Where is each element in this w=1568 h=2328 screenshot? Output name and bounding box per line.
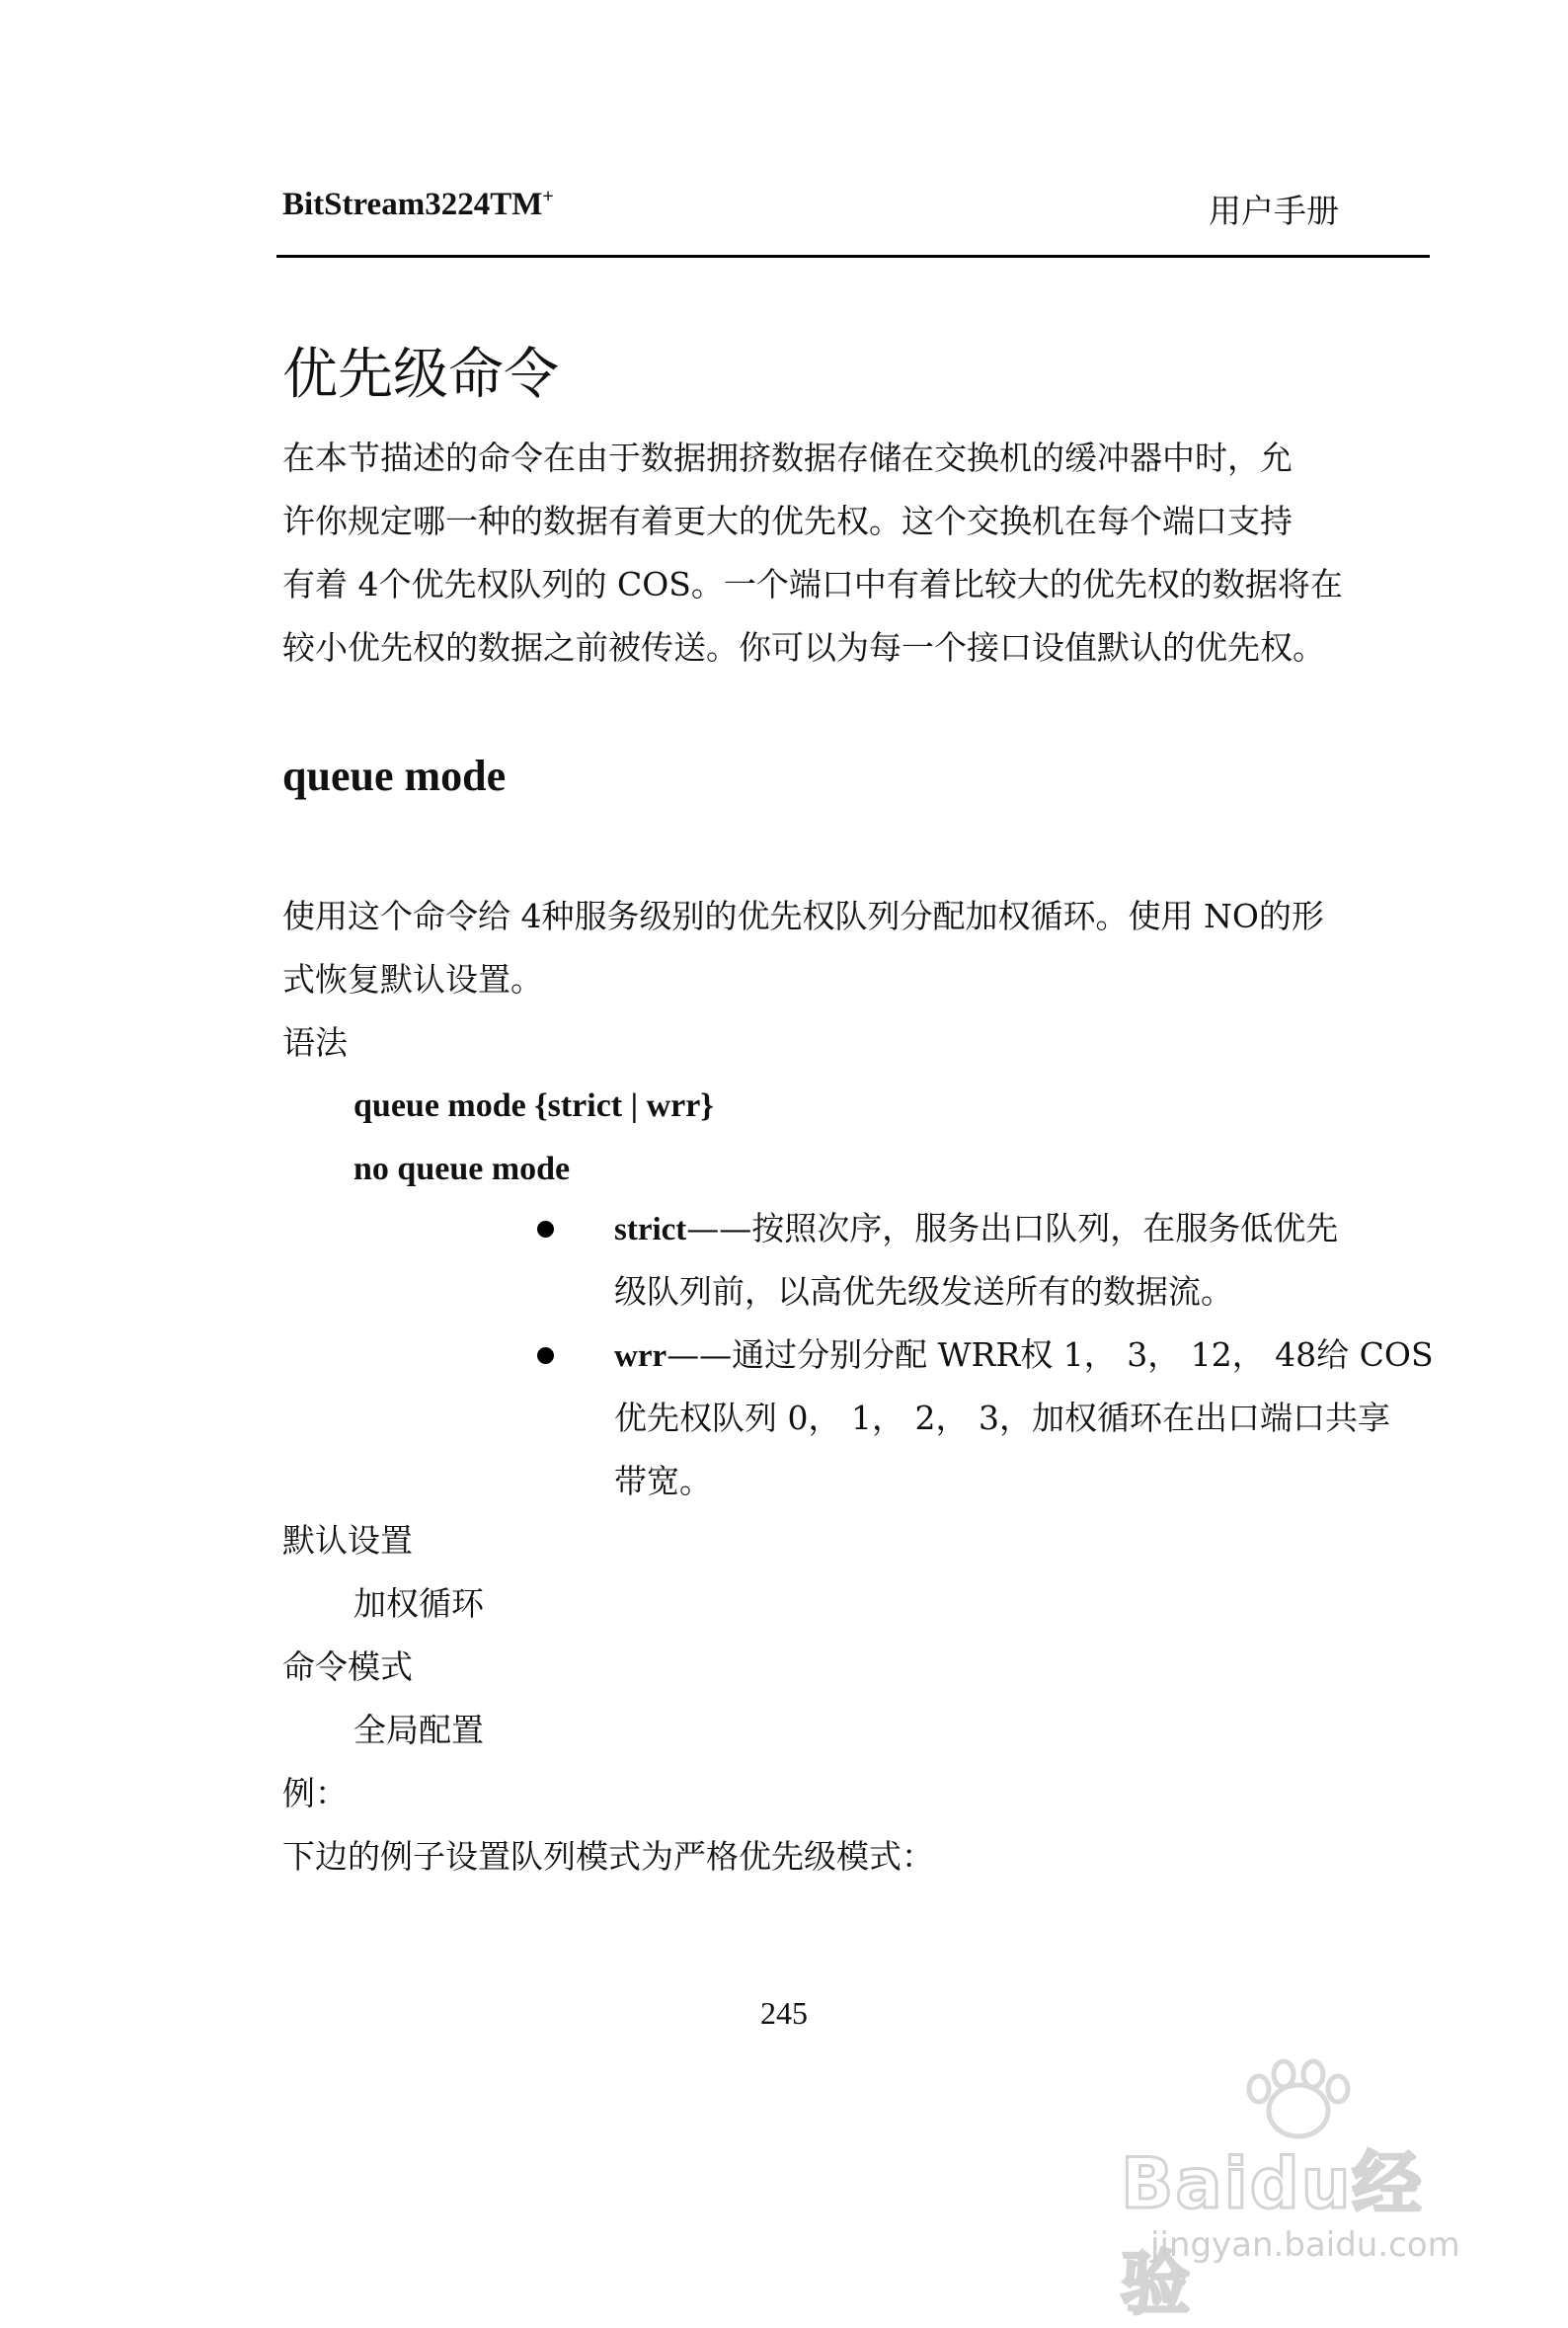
- intro-line: 较小优先权的数据之前被传送。你可以为每一个接口设值默认的优先权。: [282, 628, 1325, 667]
- bullet-dot: [537, 1347, 554, 1364]
- intro-line: 许你规定哪一种的数据有着更大的优先权。这个交换机在每个端口支持: [282, 502, 1293, 540]
- intro-paragraph: [282, 427, 1418, 680]
- baidu-watermark: [1111, 2049, 1486, 2324]
- bullet-text: 优先权队列 0， 1， 2， 3，加权循环在出口端口共享: [614, 1399, 1390, 1437]
- intro-line: 在本节描述的命令在由于数据拥挤数据存储在交换机的缓冲器中时，允: [282, 439, 1293, 477]
- syntax-label: 语法: [282, 1023, 348, 1062]
- header-product-sup: +: [542, 186, 554, 207]
- bullet-text: ——按照次序，服务出口队列，在服务低优先: [686, 1209, 1339, 1247]
- syntax-line-2: no queue mode: [353, 1151, 571, 1187]
- intro-line: 有着 4个优先权队列的 COS。一个端口中有着比较大的优先权的数据将在: [282, 565, 1343, 603]
- bullet-strict: [614, 1197, 1424, 1324]
- bullet-text: ——通过分别分配 WRR权 1， 3， 12， 48给 COS: [666, 1335, 1434, 1374]
- command-desc-line: 式恢复默认设置。: [282, 960, 543, 999]
- bullet-term: strict: [614, 1212, 687, 1247]
- command-description: [282, 885, 1418, 1075]
- default-value: 加权循环: [353, 1584, 484, 1623]
- default-label: 默认设置: [282, 1521, 413, 1560]
- bullet-wrr: [614, 1324, 1434, 1513]
- bullet-dot: [537, 1221, 554, 1238]
- command-desc-line: 使用这个命令给 4种服务级别的优先权队列分配加权循环。使用 NO的形: [282, 897, 1324, 935]
- page-number: 245: [760, 1995, 808, 2031]
- section-title: 优先级命令: [282, 343, 559, 407]
- watermark-brand: Baidu经验: [1121, 2143, 1424, 2324]
- bullet-term: wrr: [614, 1338, 667, 1374]
- bullet-text: 级队列前，以高优先级发送所有的数据流。: [614, 1272, 1233, 1311]
- bullet-text: 带宽。: [614, 1462, 712, 1500]
- watermark-url: jingyan.baidu.com: [1150, 2225, 1460, 2265]
- command-title: queue mode: [282, 752, 507, 800]
- mode-label: 命令模式: [282, 1647, 413, 1686]
- example-text: 下边的例子设置队列模式为严格优先级模式：: [282, 1837, 934, 1876]
- syntax-line-1: queue mode {strict | wrr}: [353, 1087, 714, 1124]
- example-label: 例：: [282, 1774, 348, 1812]
- header-rule: [276, 255, 1430, 258]
- header-product: BitStream3224TM+: [282, 186, 554, 222]
- mode-value: 全局配置: [353, 1711, 484, 1749]
- header-manual-title: 用户手册: [1209, 192, 1339, 230]
- command-details: [282, 1509, 1418, 1888]
